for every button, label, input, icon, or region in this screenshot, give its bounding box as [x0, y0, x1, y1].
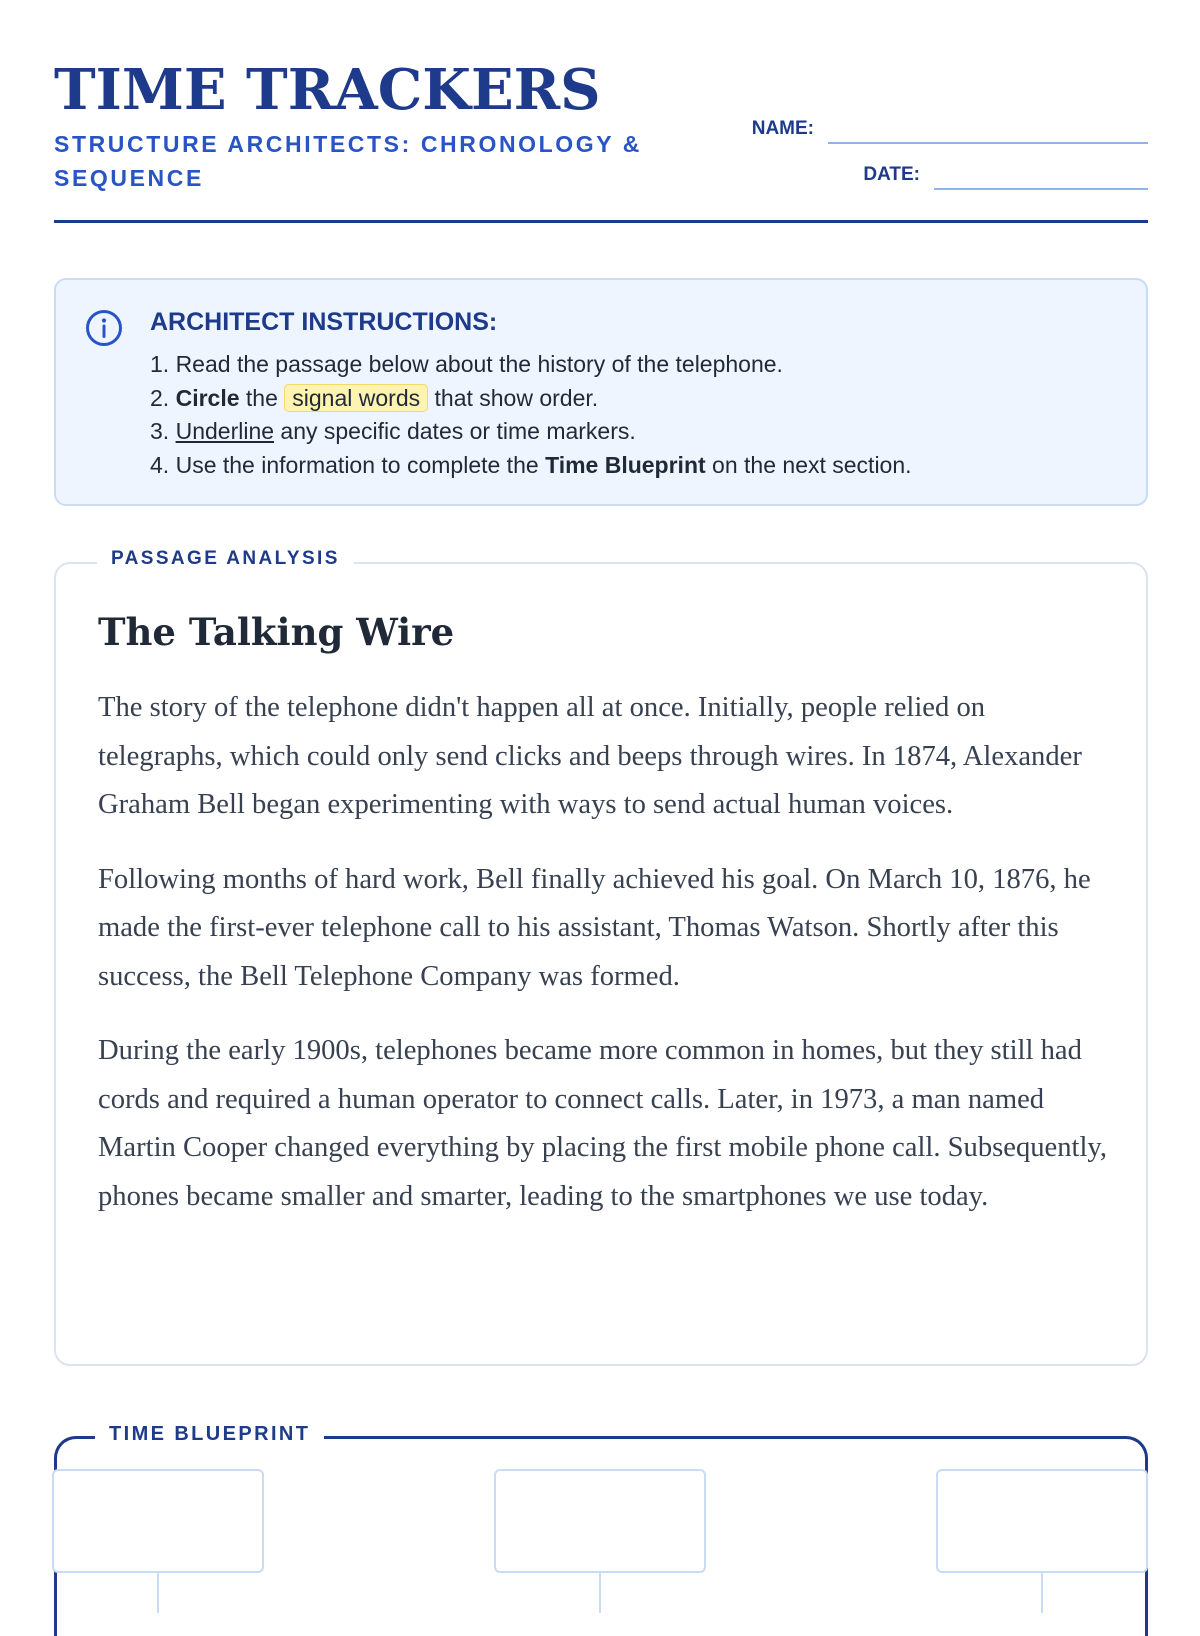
- instruction-text: on the next section.: [705, 451, 912, 478]
- date-label: DATE:: [863, 164, 920, 185]
- timeline-connector: [157, 1573, 159, 1613]
- timeline-event-box[interactable]: [494, 1469, 706, 1573]
- instructions-list: [150, 348, 912, 482]
- instruction-bold-text: Time Blueprint: [545, 451, 706, 478]
- instruction-number: 4.: [150, 451, 176, 478]
- instruction-number: 3.: [150, 418, 176, 444]
- instruction-item-1: [150, 348, 912, 382]
- worksheet-title: TIME TRACKERS: [54, 57, 601, 123]
- info-icon: [84, 308, 124, 348]
- passage-title: The Talking Wire: [98, 610, 455, 654]
- instructions-box: [54, 278, 1148, 506]
- passage-section-label: PASSAGE ANALYSIS: [97, 548, 354, 570]
- blueprint-section-label: TIME BLUEPRINT: [95, 1423, 324, 1446]
- passage-analysis-section: [54, 548, 1148, 1366]
- instruction-item-2: [150, 382, 912, 416]
- name-input-line[interactable]: [828, 112, 1148, 144]
- timeline-connector: [1041, 1573, 1043, 1613]
- timeline-event-box[interactable]: [936, 1469, 1148, 1573]
- date-field: [863, 158, 1148, 190]
- instruction-text: any specific dates or time markers.: [274, 418, 636, 444]
- signal-words-highlight: signal words: [284, 384, 428, 412]
- timeline-connector: [599, 1573, 601, 1613]
- passage-body: [98, 684, 1108, 1247]
- date-input-line[interactable]: [934, 158, 1148, 190]
- instruction-text: 1. Read the passage below about the history of the telephone.: [150, 351, 783, 377]
- name-field: [752, 112, 1148, 144]
- passage-paragraph-2: Following months of hard work, Bell finally achieved his goal. On March 10, 1876, he made the first-ever telephone call to his assistant, Thomas Watson. Shortly after this success, the Bell Telephone Company was formed.: [98, 863, 1091, 992]
- instruction-text: that show order.: [428, 384, 599, 411]
- instruction-text: the: [239, 384, 285, 411]
- name-label: NAME:: [751, 118, 814, 139]
- passage-paragraph-1: The story of the telephone didn't happen all at once. Initially, people relied on telegraphs, which could only send clicks and beeps through wires. In 1874, Alexander Graham Bell began experimenting with ways to send actual human voices.: [98, 692, 1082, 820]
- instruction-text: Use the information to complete the: [175, 451, 546, 478]
- instruction-item-4: [150, 449, 912, 483]
- worksheet-subtitle: STRUCTURE ARCHITECTS: CHRONOLOGY & SEQUENCE: [54, 131, 643, 191]
- header-divider: [54, 220, 1148, 223]
- worksheet-header: [54, 50, 1148, 222]
- instruction-underlined-text: Underline: [175, 418, 275, 444]
- instruction-bold-text: Circle: [175, 384, 240, 411]
- instruction-number: 2.: [150, 384, 176, 411]
- passage-paragraph-3: During the early 1900s, telephones became more common in homes, but they still had cords and required a human operator to connect calls. Later, in 1973, a man named Martin Cooper changed everything by placing the first mobile phone call. Subsequently, phones became smaller and smarter, leading to the smartphones we use today.: [98, 1035, 1108, 1212]
- instructions-title: ARCHITECT INSTRUCTIONS:: [150, 308, 498, 336]
- instruction-item-3: [150, 415, 912, 449]
- timeline-event-box[interactable]: [52, 1469, 264, 1573]
